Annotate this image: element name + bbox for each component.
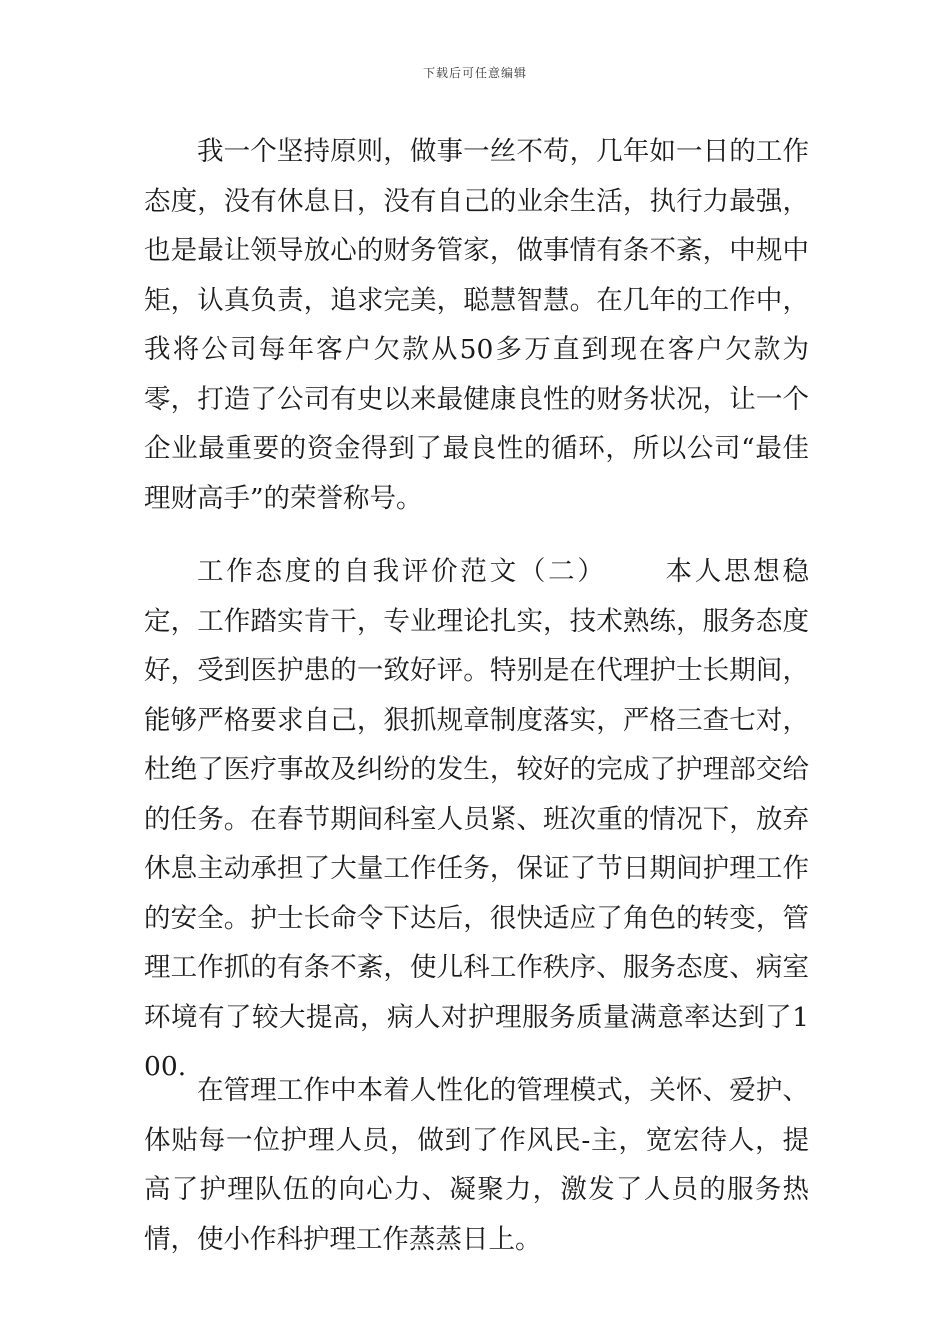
section-heading: 工作态度的自我评价范文（二） <box>197 556 607 587</box>
page-header: 下载后可任意编辑 <box>422 66 527 80</box>
paragraph-2 <box>144 547 810 1082</box>
paragraph-2-body: 本人思想稳定，工作踏实肯干，专业理论扎实，技术熟练，服务态度好，受到医护患的一致好评。特别是在代理护士长期间，能够严格要求自己，狠抓规章制度落实，严格三查七对，杜绝了医疗事故及纠纷的发生，较好的完成了护理部交给的任务。在春节期间科室人员紧、班次重的情况下，放弃休息主动承担了大量工作任务，保证了节日期间护理工作的安全。护士长命令下达后，很快适应了角色的转变，管理工作抓的有条不紊，使儿科工作秩序、服务态度、病室环境有了较大提高，病人对护理服务质量满意率达到了100. <box>144 556 810 1082</box>
document-body <box>144 127 809 1264</box>
paragraph-3: 在管理工作中本着人性化的管理模式，关怀、爱护、体贴每一位护理人员，做到了作风民-主，宽宏待人，提高了护理队伍的向心力、凝聚力，激发了人员的服务热情，使小作科护理工作蒸蒸日上。 <box>144 1075 809 1255</box>
paragraph-1: 我一个坚持原则，做事一丝不苟，几年如一日的工作态度，没有休息日，没有自己的业余生活，执行力最强，也是最让领导放心的财务管家，做事情有条不紊，中规中矩，认真负责，追求完美，聪慧智慧。在几年的工作中，我将公司每年客户欠款从50多万直到现在客户欠款为零，打造了公司有史以来最健康良性的财务状况，让一个企业最重要的资金得到了最良性的循环，所以公司“最佳理财高手”的荣誉称号。 <box>144 136 809 514</box>
